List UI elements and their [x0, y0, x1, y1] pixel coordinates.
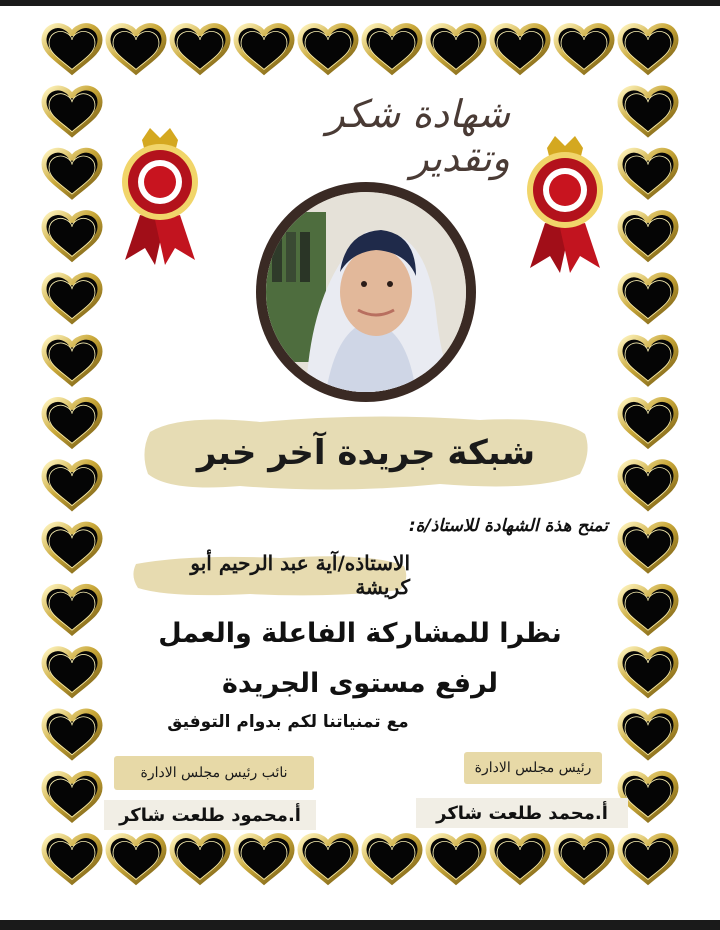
- chair-name: أ.محمد طلعت شاكر: [436, 802, 608, 824]
- recipient-portrait: [266, 192, 466, 392]
- heart-frame-ornament: [300, 26, 356, 72]
- reason-line-2: لرفع مستوى الجريدة: [221, 668, 499, 699]
- heart-frame-ornament: [620, 524, 676, 570]
- heart-frame-ornament: [44, 150, 100, 196]
- heart-frame-ornament: [620, 213, 676, 259]
- heart-frame-ornament: [44, 88, 100, 134]
- heart-frame-ornament: [44, 462, 100, 508]
- chair-title: رئيس مجلس الادارة: [464, 752, 602, 784]
- heart-frame-ornament: [300, 836, 356, 882]
- heart-frame-ornament: [428, 26, 484, 72]
- heart-frame-ornament: [44, 26, 100, 72]
- heart-frame-ornament: [108, 836, 164, 882]
- heart-frame-ornament: [44, 524, 100, 570]
- heart-frame-ornament: [44, 399, 100, 445]
- heart-frame-ornament: [620, 649, 676, 695]
- heart-frame-ornament: [492, 26, 548, 72]
- bottom-edge: [0, 920, 720, 930]
- heart-frame-ornament: [620, 711, 676, 757]
- heart-frame-ornament: [620, 88, 676, 134]
- heart-frame-ornament: [44, 773, 100, 819]
- heart-frame-ornament: [44, 275, 100, 321]
- heart-frame-ornament: [44, 337, 100, 383]
- vice-chair-name: أ.محمود طلعت شاكر: [119, 804, 301, 826]
- heart-frame-ornament: [236, 26, 292, 72]
- heart-frame-ornament: [492, 836, 548, 882]
- heart-frame-ornament: [620, 586, 676, 632]
- heart-frame-ornament: [364, 26, 420, 72]
- heart-frame-ornament: [620, 150, 676, 196]
- wishes-line: مع تمنياتنا لكم بدوام التوفيق: [167, 712, 409, 732]
- heart-frame-ornament: [620, 26, 676, 72]
- certificate-heading: شهادة شكر وتقدير: [326, 92, 510, 180]
- heart-frame-ornament: [556, 836, 612, 882]
- heart-frame-ornament: [620, 836, 676, 882]
- heart-frame-ornament: [620, 275, 676, 321]
- organization-name: شبكة جريدة آخر خبر: [196, 433, 536, 473]
- heart-frame-ornament: [44, 711, 100, 757]
- seal-left-icon: [110, 120, 210, 270]
- heart-frame-ornament: [556, 26, 612, 72]
- heart-frame-ornament: [236, 836, 292, 882]
- grant-line: تمنح هذة الشهادة للاستاذ/ة:: [408, 516, 608, 536]
- heart-frame-ornament: [364, 836, 420, 882]
- heart-frame-ornament: [44, 649, 100, 695]
- heart-frame-ornament: [44, 836, 100, 882]
- vice-chair-title: نائب رئيس مجلس الادارة: [114, 756, 314, 790]
- heart-frame-ornament: [620, 773, 676, 819]
- heart-frame-ornament: [44, 213, 100, 259]
- heart-frame-ornament: [620, 337, 676, 383]
- heart-frame-ornament: [172, 26, 228, 72]
- heart-frame-ornament: [108, 26, 164, 72]
- heart-frame-ornament: [428, 836, 484, 882]
- heart-frame-ornament: [172, 836, 228, 882]
- heart-frame-ornament: [44, 586, 100, 632]
- reason-line-1: نظرا للمشاركة الفاعلة والعمل: [158, 618, 562, 649]
- heart-frame-ornament: [620, 399, 676, 445]
- recipient-name: الاستاذه/آية عبد الرحيم أبو كريشة: [190, 551, 410, 599]
- heart-frame-ornament: [620, 462, 676, 508]
- seal-right-icon: [515, 128, 615, 278]
